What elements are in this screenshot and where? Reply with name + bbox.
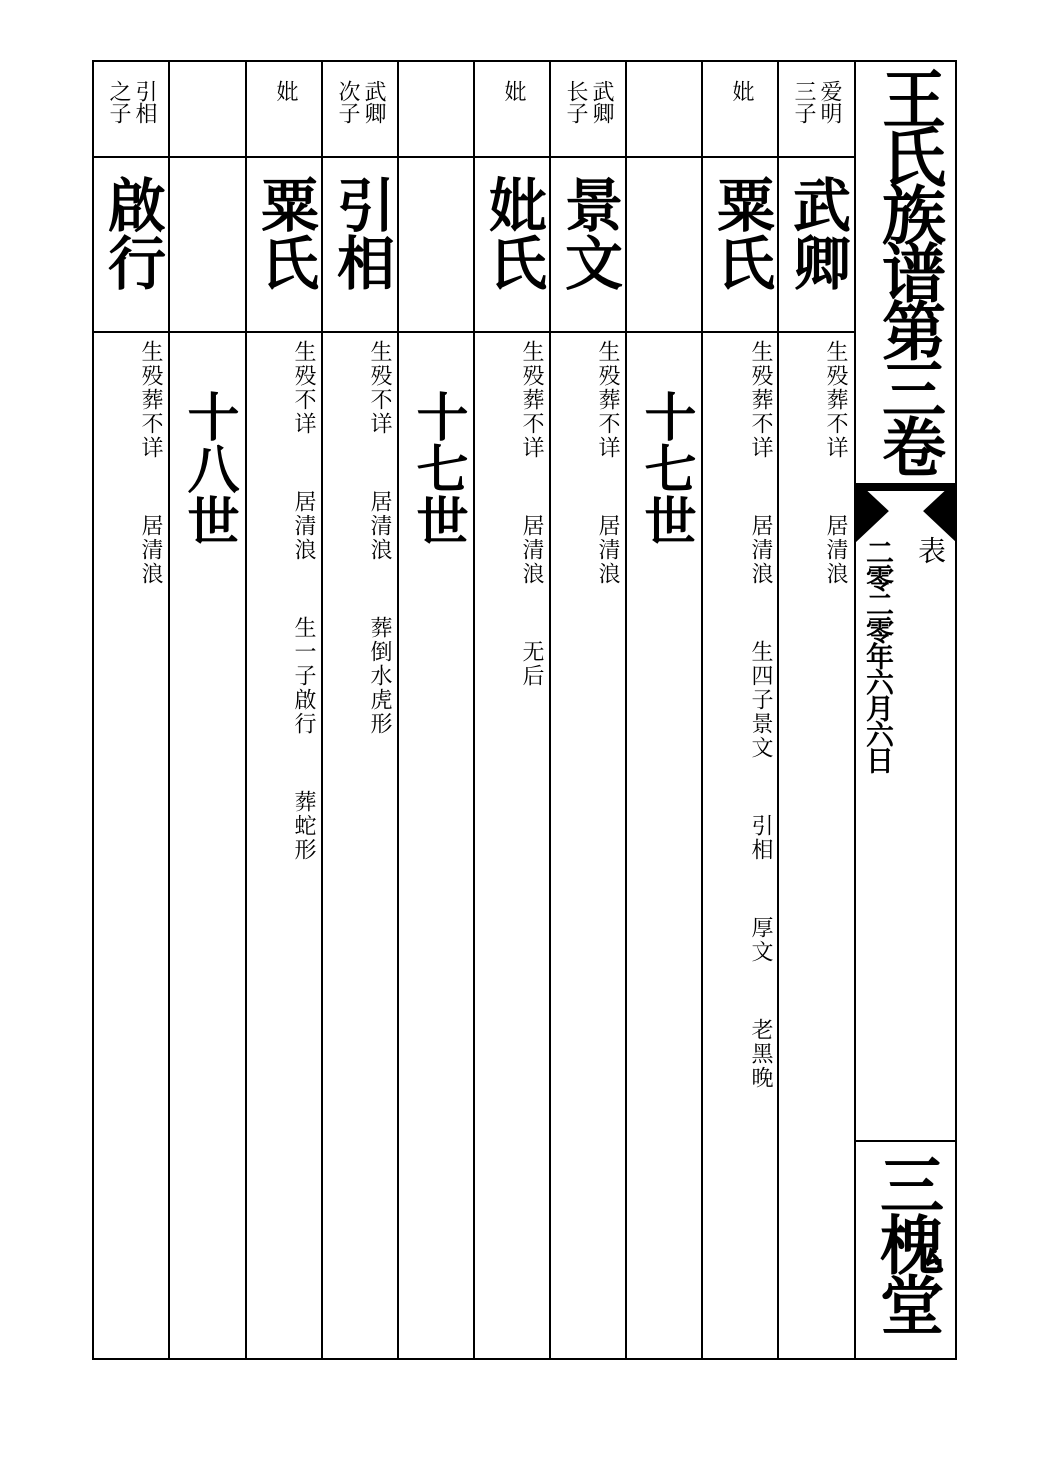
row-divider <box>92 331 855 333</box>
column-divider <box>245 60 247 1360</box>
person-name: 引相 <box>327 175 395 291</box>
person-notes: 生殁不详 居清浪 葬倒水虎形 <box>367 340 392 736</box>
ribbon-ornament <box>855 485 957 543</box>
lineage-label: 妣 <box>729 80 754 102</box>
column-divider <box>625 60 627 1360</box>
column-divider <box>168 60 170 1360</box>
column-divider <box>701 60 703 1360</box>
lineage-label: 武卿 长子 <box>563 80 614 124</box>
column-divider <box>473 60 475 1360</box>
person-notes: 生殁葬不详 居清浪 生四子景文 引相 厚文 老黑晚 <box>748 340 773 1090</box>
generation-label: 十八世 <box>178 390 238 546</box>
generation-label: 十七世 <box>407 390 467 546</box>
hall-name: 三槐堂 <box>869 1152 943 1332</box>
column-divider <box>777 60 779 1360</box>
lineage-label: 引相 之子 <box>106 80 157 124</box>
person-notes: 生殁葬不详 居清浪 <box>595 340 620 586</box>
table-mark: 表 <box>914 536 947 564</box>
person-name: 景文 <box>555 175 623 291</box>
person-name: 妣氏 <box>479 175 547 291</box>
generation-label: 十七世 <box>635 390 695 546</box>
hall-divider <box>855 1140 957 1142</box>
compile-date: 二零二零年六月六日 <box>862 538 895 772</box>
person-name: 粟氏 <box>707 175 775 291</box>
column-divider <box>549 60 551 1360</box>
row-divider <box>92 156 855 158</box>
person-name: 武卿 <box>783 175 851 291</box>
person-notes: 生殁葬不详 居清浪 无后 <box>519 340 544 688</box>
person-name: 啟行 <box>98 175 166 291</box>
book-title: 王氏族谱第三卷 <box>871 66 945 472</box>
person-notes: 生殁葬不详 居清浪 <box>823 340 848 586</box>
person-notes: 生殁葬不详 居清浪 <box>138 340 163 586</box>
lineage-label: 爱明 三子 <box>791 80 842 124</box>
column-divider <box>854 60 856 1360</box>
column-divider <box>321 60 323 1360</box>
person-notes: 生殁不详 居清浪 生一子啟行 葬蛇形 <box>291 340 316 862</box>
column-divider <box>397 60 399 1360</box>
person-name: 粟氏 <box>251 175 319 291</box>
lineage-label: 妣 <box>501 80 526 102</box>
lineage-label: 妣 <box>273 80 298 102</box>
lineage-label: 武卿 次子 <box>335 80 386 124</box>
